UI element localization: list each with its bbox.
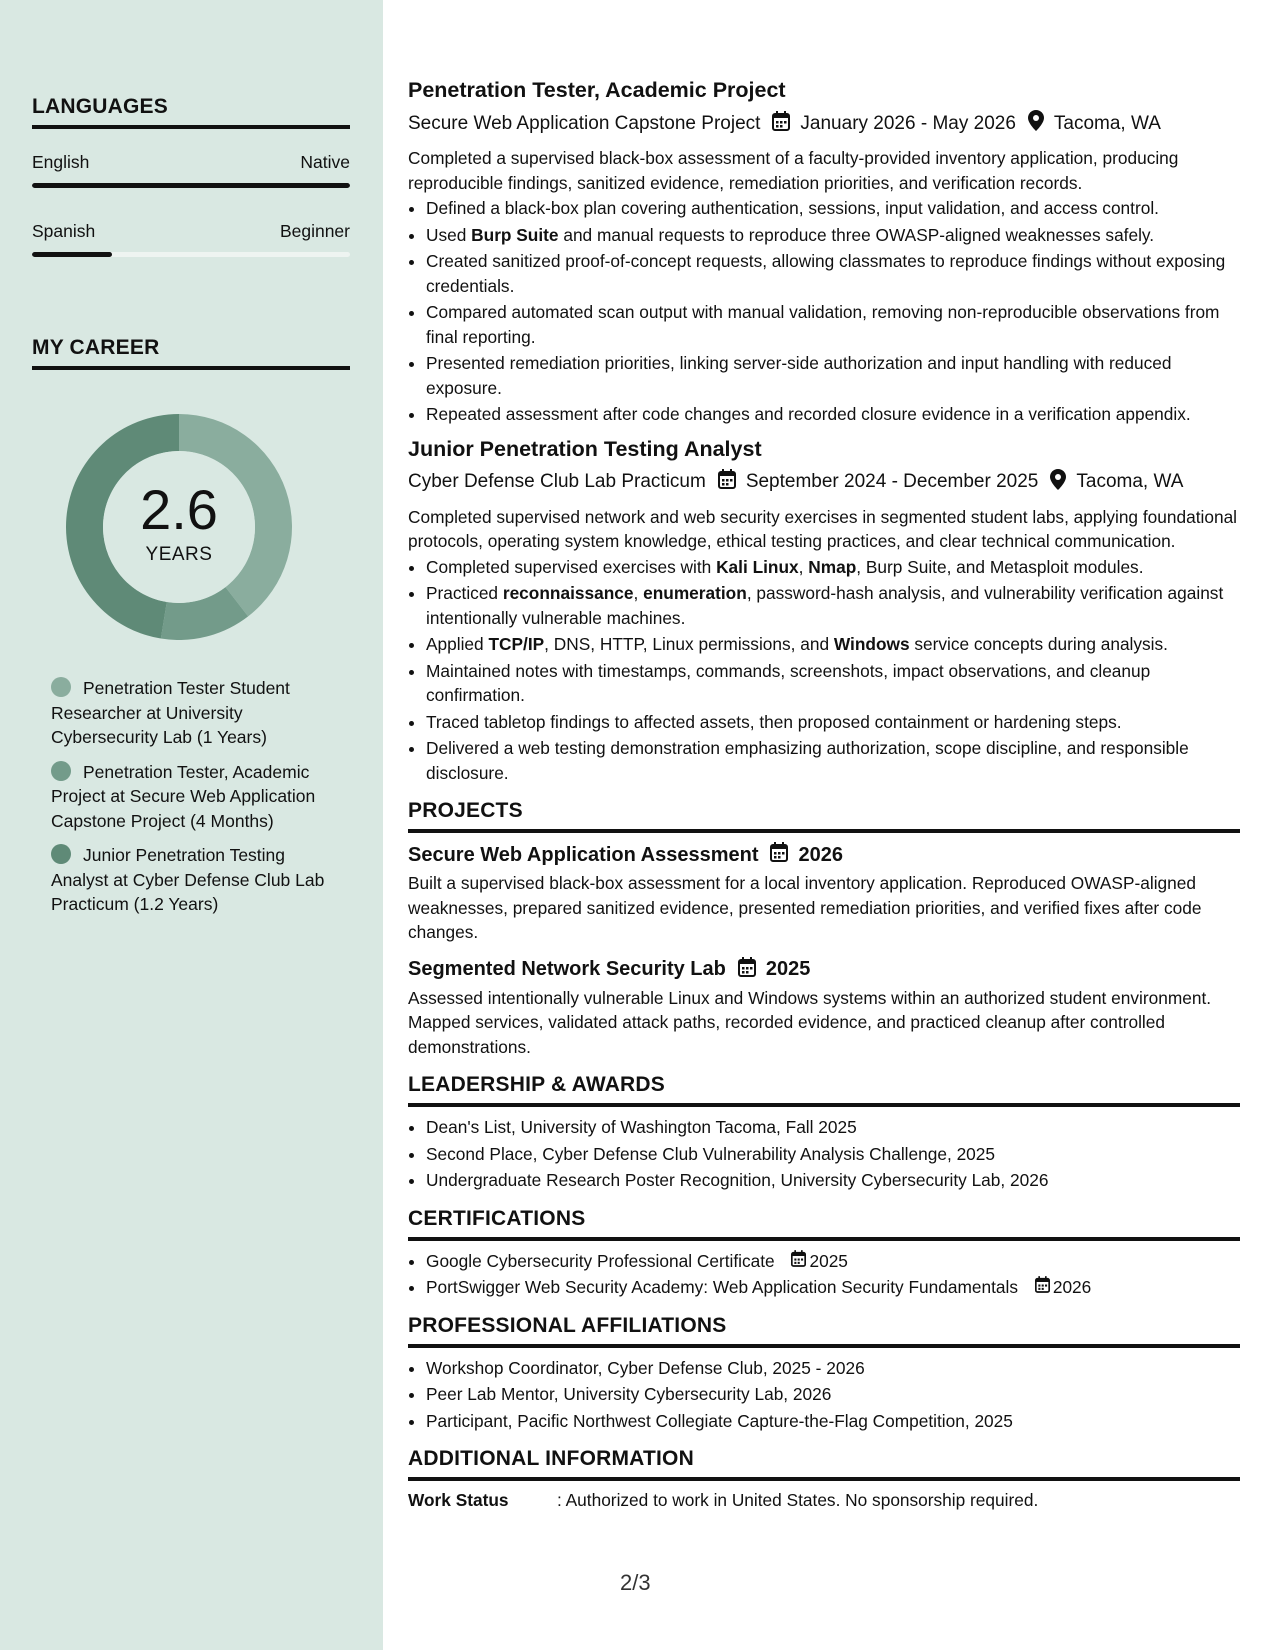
language-name: English — [32, 152, 90, 172]
location-pin-icon — [1028, 110, 1044, 137]
language-level: Native — [300, 152, 350, 172]
language-bar-fill — [32, 183, 350, 188]
work-status-row — [408, 1490, 1240, 1511]
job-bullet: • Compared automated scan output with manual validation, removing non-reproducible observations from final reporting. — [426, 300, 1240, 349]
language-name: Spanish — [32, 221, 96, 241]
job-summary: Completed supervised network and web security exercises in segmented student labs, applying foundational protocols, operating system knowledge, ethical testing practices, and clear technical communication. — [408, 506, 1238, 551]
job-bullet: • Repeated assessment after code changes and recorded closure evidence in a verification appendix. — [426, 402, 1240, 427]
job-bullet: • Presented remediation priorities, linking server-side authorization and input handling with reduced exposure. — [426, 351, 1240, 400]
leadership-heading: LEADERSHIP & AWARDS — [408, 1073, 1240, 1107]
job-org: Secure Web Application Capstone Project — [408, 112, 761, 134]
career-heading: MY CAREER — [32, 336, 350, 370]
cert-year: 2026 — [1052, 1277, 1092, 1297]
job-bullet: • Completed supervised exercises with Kali Linux, Nmap, Burp Suite, and Metasploit modules. — [426, 555, 1240, 580]
experience-entry — [408, 78, 1240, 427]
project-description: Assessed intentionally vulnerable Linux and Windows systems within an authorized student environment. Mapped services, validated attack paths, recorded evidence, and practiced cleanup after controlled demonstrations. — [408, 987, 1212, 1057]
certifications-heading: CERTIFICATIONS — [408, 1207, 1240, 1241]
legend-dot-icon — [51, 761, 71, 781]
list-item: • Second Place, Cyber Defense Club Vulnerability Analysis Challenge, 2025 — [426, 1142, 1240, 1167]
job-bullet: • Delivered a web testing demonstration emphasizing authorization, scope discipline, and responsible disclosure. — [426, 736, 1240, 785]
career-total: 2.6 — [140, 478, 218, 541]
job-location: Tacoma, WA — [1053, 112, 1161, 134]
calendar-icon — [772, 111, 790, 137]
project-title: Secure Web Application Assessment 2026 — [408, 842, 1240, 868]
leadership-list — [408, 1115, 1240, 1193]
career-unit: YEARS — [145, 544, 213, 565]
list-item: • PortSwigger Web Security Academy: Web Application Security Fundamentals 2026 — [426, 1275, 1240, 1300]
job-meta — [408, 469, 1240, 496]
job-bullet: • Applied TCP/IP, DNS, HTTP, Linux permissions, and Windows service concepts during analysis. — [426, 632, 1240, 657]
language-bar-english — [32, 183, 350, 188]
affiliations-list — [408, 1356, 1240, 1434]
calendar-icon — [738, 957, 756, 983]
legend-dot-icon — [51, 844, 71, 864]
sidebar — [0, 0, 383, 1650]
list-item: • Participant, Pacific Northwest Collegiate Capture-the-Flag Competition, 2025 — [426, 1409, 1240, 1434]
calendar-icon — [718, 469, 736, 495]
job-location: Tacoma, WA — [1076, 471, 1184, 492]
work-status-label: Work Status — [408, 1490, 509, 1510]
calendar-icon — [770, 842, 788, 868]
list-item: • Workshop Coordinator, Cyber Defense Club, 2025 - 2026 — [426, 1356, 1240, 1381]
project-year: 2026 — [798, 843, 843, 866]
job-bullets — [408, 196, 1240, 427]
job-bullets — [408, 555, 1240, 786]
language-row-spanish — [32, 221, 350, 242]
job-title: Junior Penetration Testing Analyst — [408, 436, 762, 461]
certifications-list — [408, 1249, 1240, 1300]
projects-heading: PROJECTS — [408, 799, 1240, 833]
additional-heading: ADDITIONAL INFORMATION — [408, 1447, 1240, 1481]
career-legend-item: Penetration Tester, Academic Project at Secure Web Application Capstone Project (4 Months) — [51, 761, 316, 831]
job-bullet: • Practiced reconnaissance, enumeration, password-hash analysis, and vulnerability verification against intentionally vulnerable machines. — [426, 581, 1240, 630]
calendar-icon — [1035, 1275, 1050, 1300]
job-dates: January 2026 - May 2026 — [800, 112, 1016, 134]
page-number: 2/3 — [620, 1570, 651, 1595]
affiliations-heading: PROFESSIONAL AFFILIATIONS — [408, 1314, 1240, 1348]
project-description: Built a supervised black-box assessment for a local inventory application. Reproduced OWASP-aligned weaknesses, prepared sanitized evidence, presented remediation priorities, and verified fixes after code changes. — [408, 873, 1202, 942]
job-bullet: • Used Burp Suite and manual requests to reproduce three OWASP-aligned weaknesses safely. — [426, 223, 1240, 248]
career-donut-chart — [66, 414, 292, 640]
location-pin-icon — [1050, 469, 1066, 496]
job-bullet: • Created sanitized proof-of-concept requests, allowing classmates to reproduce findings without exposing credentials. — [426, 249, 1240, 298]
cert-year: 2025 — [809, 1250, 848, 1271]
job-summary: Completed a supervised black-box assessment of a faculty-provided inventory application, producing reproducible findings, sanitized evidence, remediation priorities, and verification records. — [408, 148, 1179, 193]
experience-entry — [408, 437, 1240, 786]
calendar-icon — [791, 1249, 806, 1274]
job-bullet: • Maintained notes with timestamps, commands, screenshots, impact observations, and cleanup confirmation. — [426, 659, 1240, 708]
list-item: • Undergraduate Research Poster Recognition, University Cybersecurity Lab, 2026 — [426, 1168, 1240, 1193]
career-legend — [51, 676, 341, 927]
languages-heading: LANGUAGES — [32, 95, 350, 129]
list-item: • Dean's List, University of Washington Tacoma, Fall 2025 — [426, 1115, 1240, 1140]
career-legend-item: Penetration Tester Student Researcher at University Cybersecurity Lab (1 Years) — [51, 678, 290, 747]
job-meta — [408, 110, 1240, 137]
legend-dot-icon — [51, 677, 71, 697]
list-item: • Peer Lab Mentor, University Cybersecurity Lab, 2026 — [426, 1382, 1240, 1407]
main-content — [408, 0, 1240, 1511]
list-item: • Google Cybersecurity Professional Certificate 2025 — [426, 1249, 1240, 1274]
language-row-english — [32, 152, 350, 173]
job-dates: September 2024 - December 2025 — [745, 471, 1039, 492]
project-year: 2025 — [765, 958, 811, 980]
job-bullet: • Defined a black-box plan covering authentication, sessions, input validation, and access control. — [426, 196, 1240, 221]
language-level: Beginner — [279, 221, 350, 241]
job-title: Penetration Tester, Academic Project — [408, 78, 786, 102]
career-legend-item: Junior Penetration Testing Analyst at Cyber Defense Club Lab Practicum (1.2 Years) — [51, 845, 325, 914]
job-org: Cyber Defense Club Lab Practicum — [408, 471, 706, 492]
language-bar-fill — [32, 252, 112, 257]
job-bullet: • Traced tabletop findings to affected assets, then proposed containment or hardening steps. — [426, 710, 1240, 735]
work-status-value: : Authorized to work in United States. No sponsorship required. — [557, 1490, 1039, 1510]
language-bar-spanish — [32, 252, 350, 257]
project-title: Segmented Network Security Lab 2025 — [408, 957, 1240, 983]
